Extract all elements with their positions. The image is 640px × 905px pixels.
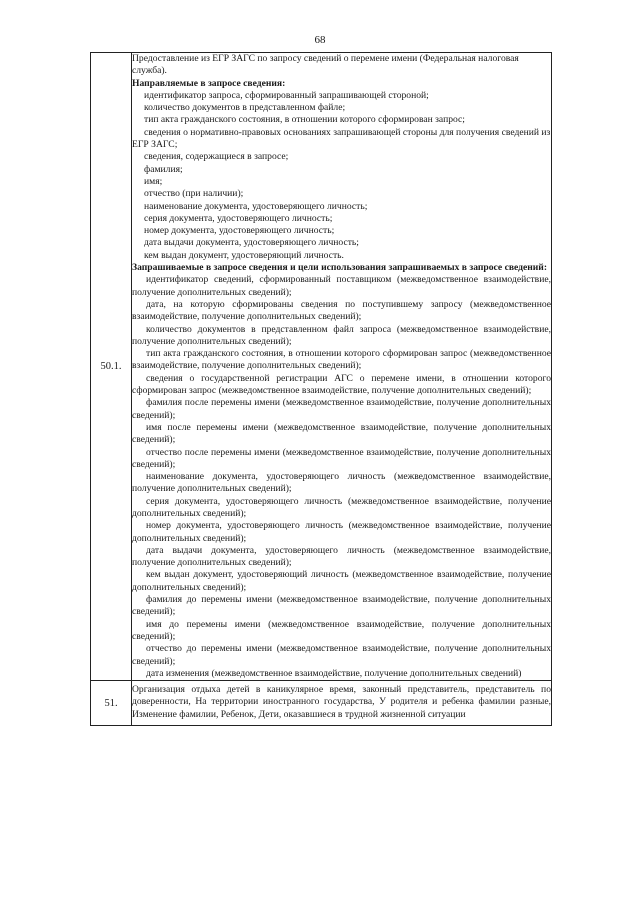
requested-data-heading: Запрашиваемые в запросе сведения и цели использования запрашиваемых в запросе сведений: xyxy=(132,262,548,274)
list-item: сведения о нормативно-правовых основаниях запрашивающей стороны для получения сведений из ЕГР ЗАГС; xyxy=(132,126,551,151)
list-item: имя; xyxy=(144,175,163,187)
list-item: количество документов в представленном файле; xyxy=(144,102,346,114)
list-item: идентификатор сведений, сформированный поставщиком (межведомственное взаимодействие, получение дополнительных сведений); xyxy=(132,274,551,298)
table-row xyxy=(91,53,552,681)
row-content xyxy=(132,681,552,726)
page-number: 68 xyxy=(314,34,326,46)
list-item: дата выдачи документа, удостоверяющего личность (межведомственное взаимодействие, получение дополнительных сведений); xyxy=(132,544,551,569)
row-number: 50.1. xyxy=(91,53,132,681)
list-item: кем выдан документ, удостоверяющий личность. xyxy=(144,249,344,261)
list-item: наименование документа, удостоверяющего личность (межведомственное взаимодействие, получение дополнительных сведений); xyxy=(132,471,551,495)
list-item: тип акта гражданского состояния, в отношении которого сформирован запрос (межведомственное взаимодействие, получение дополнительных сведений); xyxy=(132,348,551,372)
service-description: Организация отдыха детей в каникулярное время, законный представитель, представитель по доверенности, На территории иностранного государства, У родителя и ребенка фамилии разные, Изменение фамилии, Ребенок, Дети, оказавшиеся в трудной жизненной ситуации xyxy=(132,684,551,720)
service-description: Предоставление из ЕГР ЗАГС по запросу сведений о перемене имени (Федеральная налоговая служба). xyxy=(132,53,519,77)
sent-data-heading: Направляемые в запросе сведения: xyxy=(132,77,286,89)
list-item: кем выдан документ, удостоверяющий личность (межведомственное взаимодействие, получение дополнительных сведений); xyxy=(132,569,551,593)
list-item: сведения, содержащиеся в запросе; xyxy=(144,151,289,163)
list-item: фамилия после перемены имени (межведомственное взаимодействие, получение дополнительных сведений); xyxy=(132,397,551,421)
list-item: отчество до перемены имени (межведомственное взаимодействие, получение дополнительных сведений); xyxy=(132,643,551,667)
list-item: количество документов в представленном файл запроса (межведомственное взаимодействие, получение дополнительных сведений); xyxy=(132,323,551,347)
list-item: дата выдачи документа, удостоверяющего личность; xyxy=(144,237,359,249)
list-item: дата, на которую сформированы сведения по поступившему запросу (межведомственное взаимодействие, получение дополнительных сведений); xyxy=(132,298,551,323)
list-item: серия документа, удостоверяющего личность; xyxy=(144,212,333,224)
list-item: отчество (при наличии); xyxy=(144,188,244,200)
list-item: сведения о государственной регистрации АГС о перемене имени, в отношении которого сформирован запрос (межведомственное взаимодействие, получение дополнительных сведений); xyxy=(132,372,551,397)
list-item: наименование документа, удостоверяющего личность; xyxy=(144,200,368,212)
list-item: тип акта гражданского состояния, в отношении которого сформирован запрос; xyxy=(144,114,465,126)
row-number: 51. xyxy=(91,681,132,726)
table-row xyxy=(91,681,552,726)
list-item: серия документа, удостоверяющего личность (межведомственное взаимодействие, получение дополнительных сведений); xyxy=(132,495,551,519)
services-table xyxy=(90,52,552,726)
list-item: идентификатор запроса, сформированный запрашивающей стороной; xyxy=(144,89,429,101)
list-item: дата изменения (межведомственное взаимодействие, получение дополнительных сведений) xyxy=(146,667,522,679)
list-item: отчество после перемены имени (межведомственное взаимодействие, получение дополнительных сведений); xyxy=(132,446,551,470)
list-item: фамилия до перемены имени (межведомственное взаимодействие, получение дополнительных сведений); xyxy=(132,594,551,618)
list-item: фамилия; xyxy=(144,163,183,175)
list-item: имя после перемены имени (межведомственное взаимодействие, получение дополнительных сведений); xyxy=(132,421,551,446)
list-item: номер документа, удостоверяющего личность; xyxy=(144,225,335,237)
list-item: номер документа, удостоверяющего личность (межведомственное взаимодействие, получение дополнительных сведений); xyxy=(132,520,551,544)
list-item: имя до перемены имени (межведомственное взаимодействие, получение дополнительных сведений); xyxy=(132,618,551,642)
row-content xyxy=(132,53,552,681)
